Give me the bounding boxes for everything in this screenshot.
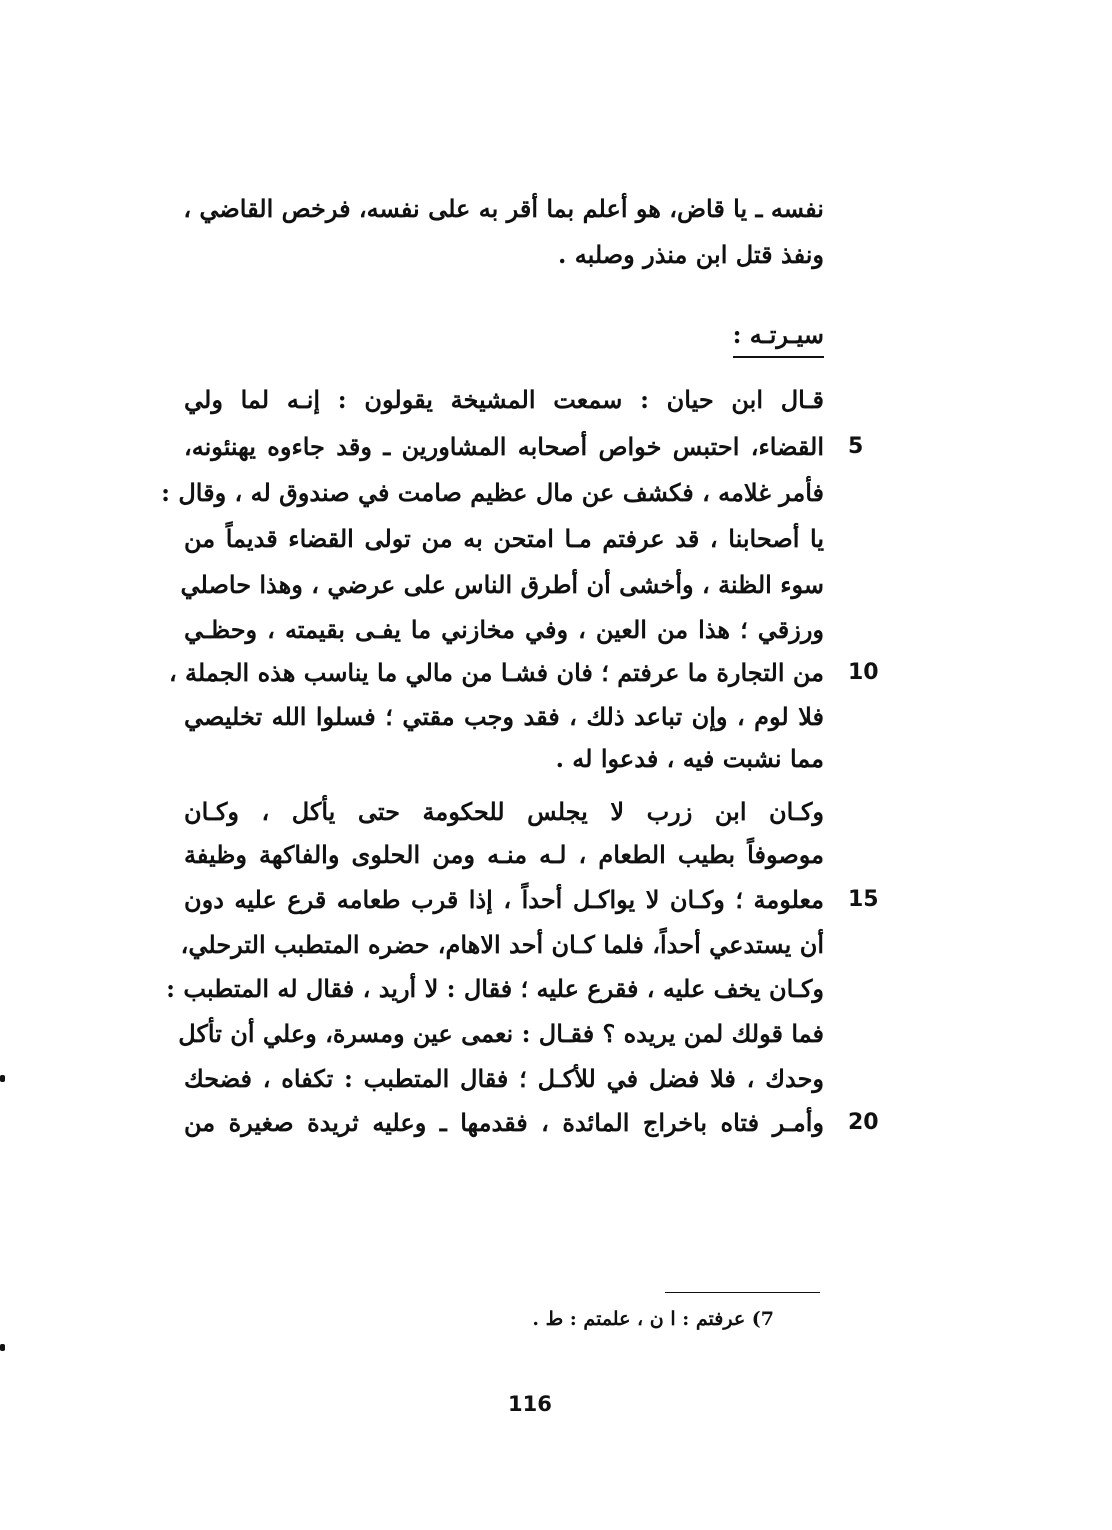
text-line: وكـان يخف عليه ، فقرع عليه ؛ فقال : لا أريد ، فقال له المتطبب : bbox=[166, 974, 824, 1003]
scan-speck bbox=[0, 1344, 5, 1351]
text-line: فلا لوم ، وإن تباعد ذلك ، فقد وجب مقتي ؛ فسلوا الله تخليصي bbox=[184, 702, 824, 731]
scan-speck bbox=[0, 1075, 5, 1082]
text-line: وأمـر فتاه باخراج المائدة ، فقدمها ـ وعليه ثريدة صغيرة من bbox=[184, 1108, 824, 1137]
text-line: وحدك ، فلا فضل في للأكـل ؛ فقال المتطبب : تكفاه ، فضحك bbox=[184, 1064, 824, 1093]
text-line: معلومة ؛ وكـان لا يواكـل أحداً ، إذا قرب طعامه قرع عليه دون bbox=[184, 885, 824, 914]
text-line: قـال ابن حيان : سمعت المشيخة يقولون : إنـه لما ولي bbox=[184, 385, 824, 414]
text-line: من التجارة ما عرفتم ؛ فان فشـا من مالي ما يناسب هذه الجملة ، bbox=[168, 658, 824, 687]
section-heading: سيـرتـه : bbox=[733, 318, 824, 358]
text-line: ونفذ قتل ابن منذر وصلبه . bbox=[558, 240, 824, 269]
text-line: فما قولك لمن يريده ؟ فقـال : نعمى عين ومسرة، وعلي أن تأكل bbox=[178, 1019, 824, 1048]
text-line: يا أصحابنا ، قد عرفتم مـا امتحن به من تولى القضاء قديماً من bbox=[184, 524, 824, 553]
text-line: مما نشبت فيه ، فدعوا له . bbox=[555, 744, 824, 773]
text-line: فأمر غلامه ، فكشف عن مال عظيم صامت في صندوق له ، وقال : bbox=[161, 478, 824, 507]
text-line: سوء الظنة ، وأخشى أن أطرق الناس على عرضي ، وهذا حاصلي bbox=[180, 570, 824, 599]
text-line: موصوفاً بطيب الطعام ، لـه منـه ومن الحلوى والفاكهة وظيفة bbox=[184, 840, 824, 869]
text-line: نفسه ـ يا قاض، هو أعلم بما أقر به على نفسه، فرخص القاضي ، bbox=[183, 194, 824, 223]
page-number: 116 bbox=[508, 1392, 552, 1416]
line-number: 5 bbox=[848, 434, 864, 459]
line-number: 20 bbox=[848, 1110, 879, 1135]
footnote: 7) عرفتم : ا ن ، علمتم : ط . bbox=[532, 1308, 774, 1330]
line-number: 10 bbox=[848, 660, 879, 685]
line-number: 15 bbox=[848, 887, 879, 912]
text-line: ورزقي ؛ هذا من العين ، وفي مخازني ما يفـى بقيمته ، وحظـي bbox=[184, 615, 824, 644]
text-line: وكـان ابن زرب لا يجلس للحكومة حتى يأكل ، وكـان bbox=[184, 797, 824, 826]
footnote-rule bbox=[665, 1292, 820, 1293]
text-line: أن يستدعي أحداً، فلما كـان أحد الاهام، حضره المتطبب الترحلي، bbox=[180, 930, 824, 959]
text-line: القضاء، احتبس خواص أصحابه المشاورين ـ وقد جاءوه يهنئونه، bbox=[184, 432, 824, 461]
